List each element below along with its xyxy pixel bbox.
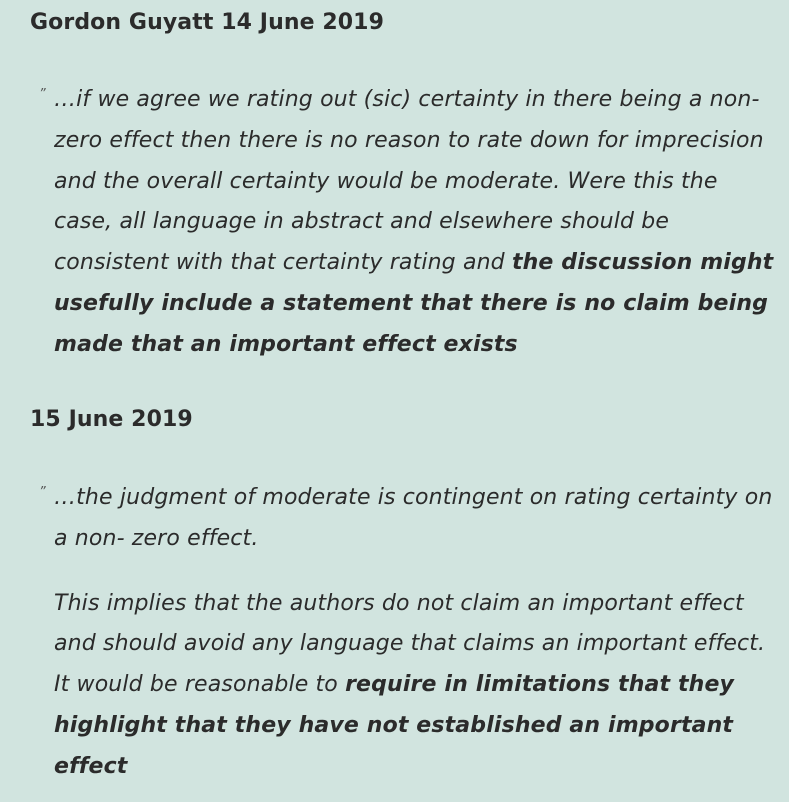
section-heading-2: 15 June 2019 — [30, 407, 193, 432]
quote-block-2 — [54, 478, 774, 788]
quote-2-paragraph-2 — [54, 584, 774, 788]
quote-block-1 — [54, 80, 774, 366]
quote-2-paragraph-1: …the judgment of moderate is contingent on rating certainty on a non- zero effect. — [54, 485, 773, 551]
quote-2-bold-text: require in limitations that they highlight that they have not established an important effect — [54, 672, 735, 779]
section-heading-1: Gordon Guyatt 14 June 2019 — [30, 10, 384, 35]
quote-mark-2: ” — [39, 485, 46, 500]
quote-1-bold-text: the discussion might usefully include a statement that there is no claim being made that an important effect exists — [54, 250, 774, 357]
quote-1-paragraph — [54, 80, 774, 366]
quote-1-text: …if we agree we rating out (sic) certainty in there being a non-zero effect then there is no reason to rate down for imprecision and the overall certainty would be moderate. Were this the case, all language in abstract and elsewhere should be consistent with that certainty rating and — [54, 87, 764, 276]
quote-2-text: This implies that the authors do not claim an important effect and should avoid any language that claims an important effect. It would be reasonable to — [54, 590, 766, 698]
quote-mark-1: ” — [39, 87, 46, 102]
